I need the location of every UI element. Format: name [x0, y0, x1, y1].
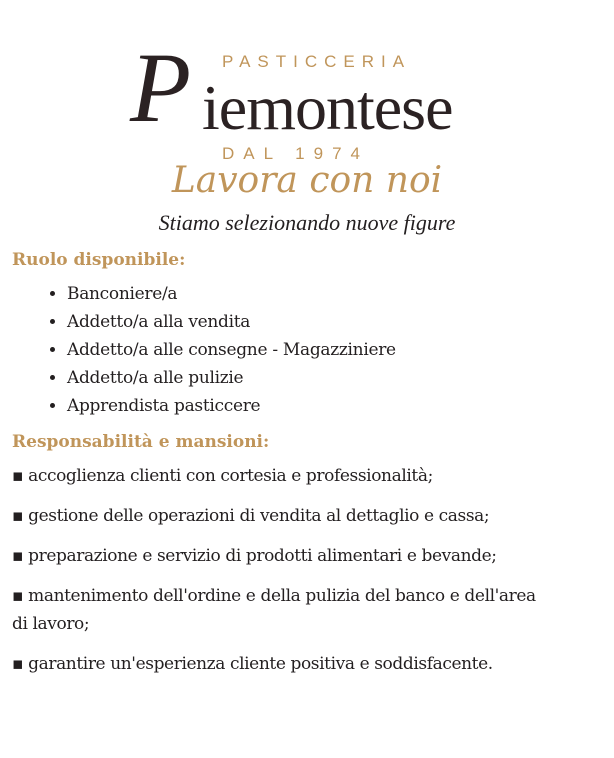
logo-initial: P: [130, 32, 192, 143]
logo-bottom-text: DAL 1974: [222, 144, 369, 163]
logo-wordmark: iemontese: [202, 72, 453, 143]
list-item: ▪ preparazione e servizio di prodotti alimentari e bevande;: [12, 546, 497, 566]
list-item: ▪ gestione delle operazioni di vendita al dettaglio e cassa;: [12, 506, 490, 526]
list-item: • Addetto/a alla vendita: [67, 308, 614, 336]
roles-heading: Ruolo disponibile:: [12, 250, 186, 270]
page-subtitle: Stiamo selezionando nuove figure: [158, 210, 456, 235]
page-title: Lavora con noi: [171, 160, 443, 201]
list-item: ▪ mantenimento dell'ordine e della pulizia del banco e dell'area di lavoro;: [12, 586, 536, 634]
list-item: ▪ accoglienza clienti con cortesia e professionalità;: [12, 466, 433, 486]
list-item: ▪ garantire un'esperienza cliente positiva e soddisfacente.: [12, 654, 493, 674]
list-item: • Addetto/a alle consegne - Magazziniere: [67, 336, 614, 364]
content: [0, 160, 614, 678]
logo-top-text: PASTICCERIA: [222, 52, 412, 71]
logo: [130, 30, 495, 170]
list-item: • Addetto/a alle pulizie: [67, 364, 614, 392]
responsibilities-heading: Responsabilità e mansioni:: [12, 432, 270, 452]
list-item: • Apprendista pasticcere: [67, 392, 614, 420]
roles-list: [12, 280, 614, 420]
responsibilities-list: [12, 462, 602, 678]
list-item: • Banconiere/a: [67, 280, 614, 308]
